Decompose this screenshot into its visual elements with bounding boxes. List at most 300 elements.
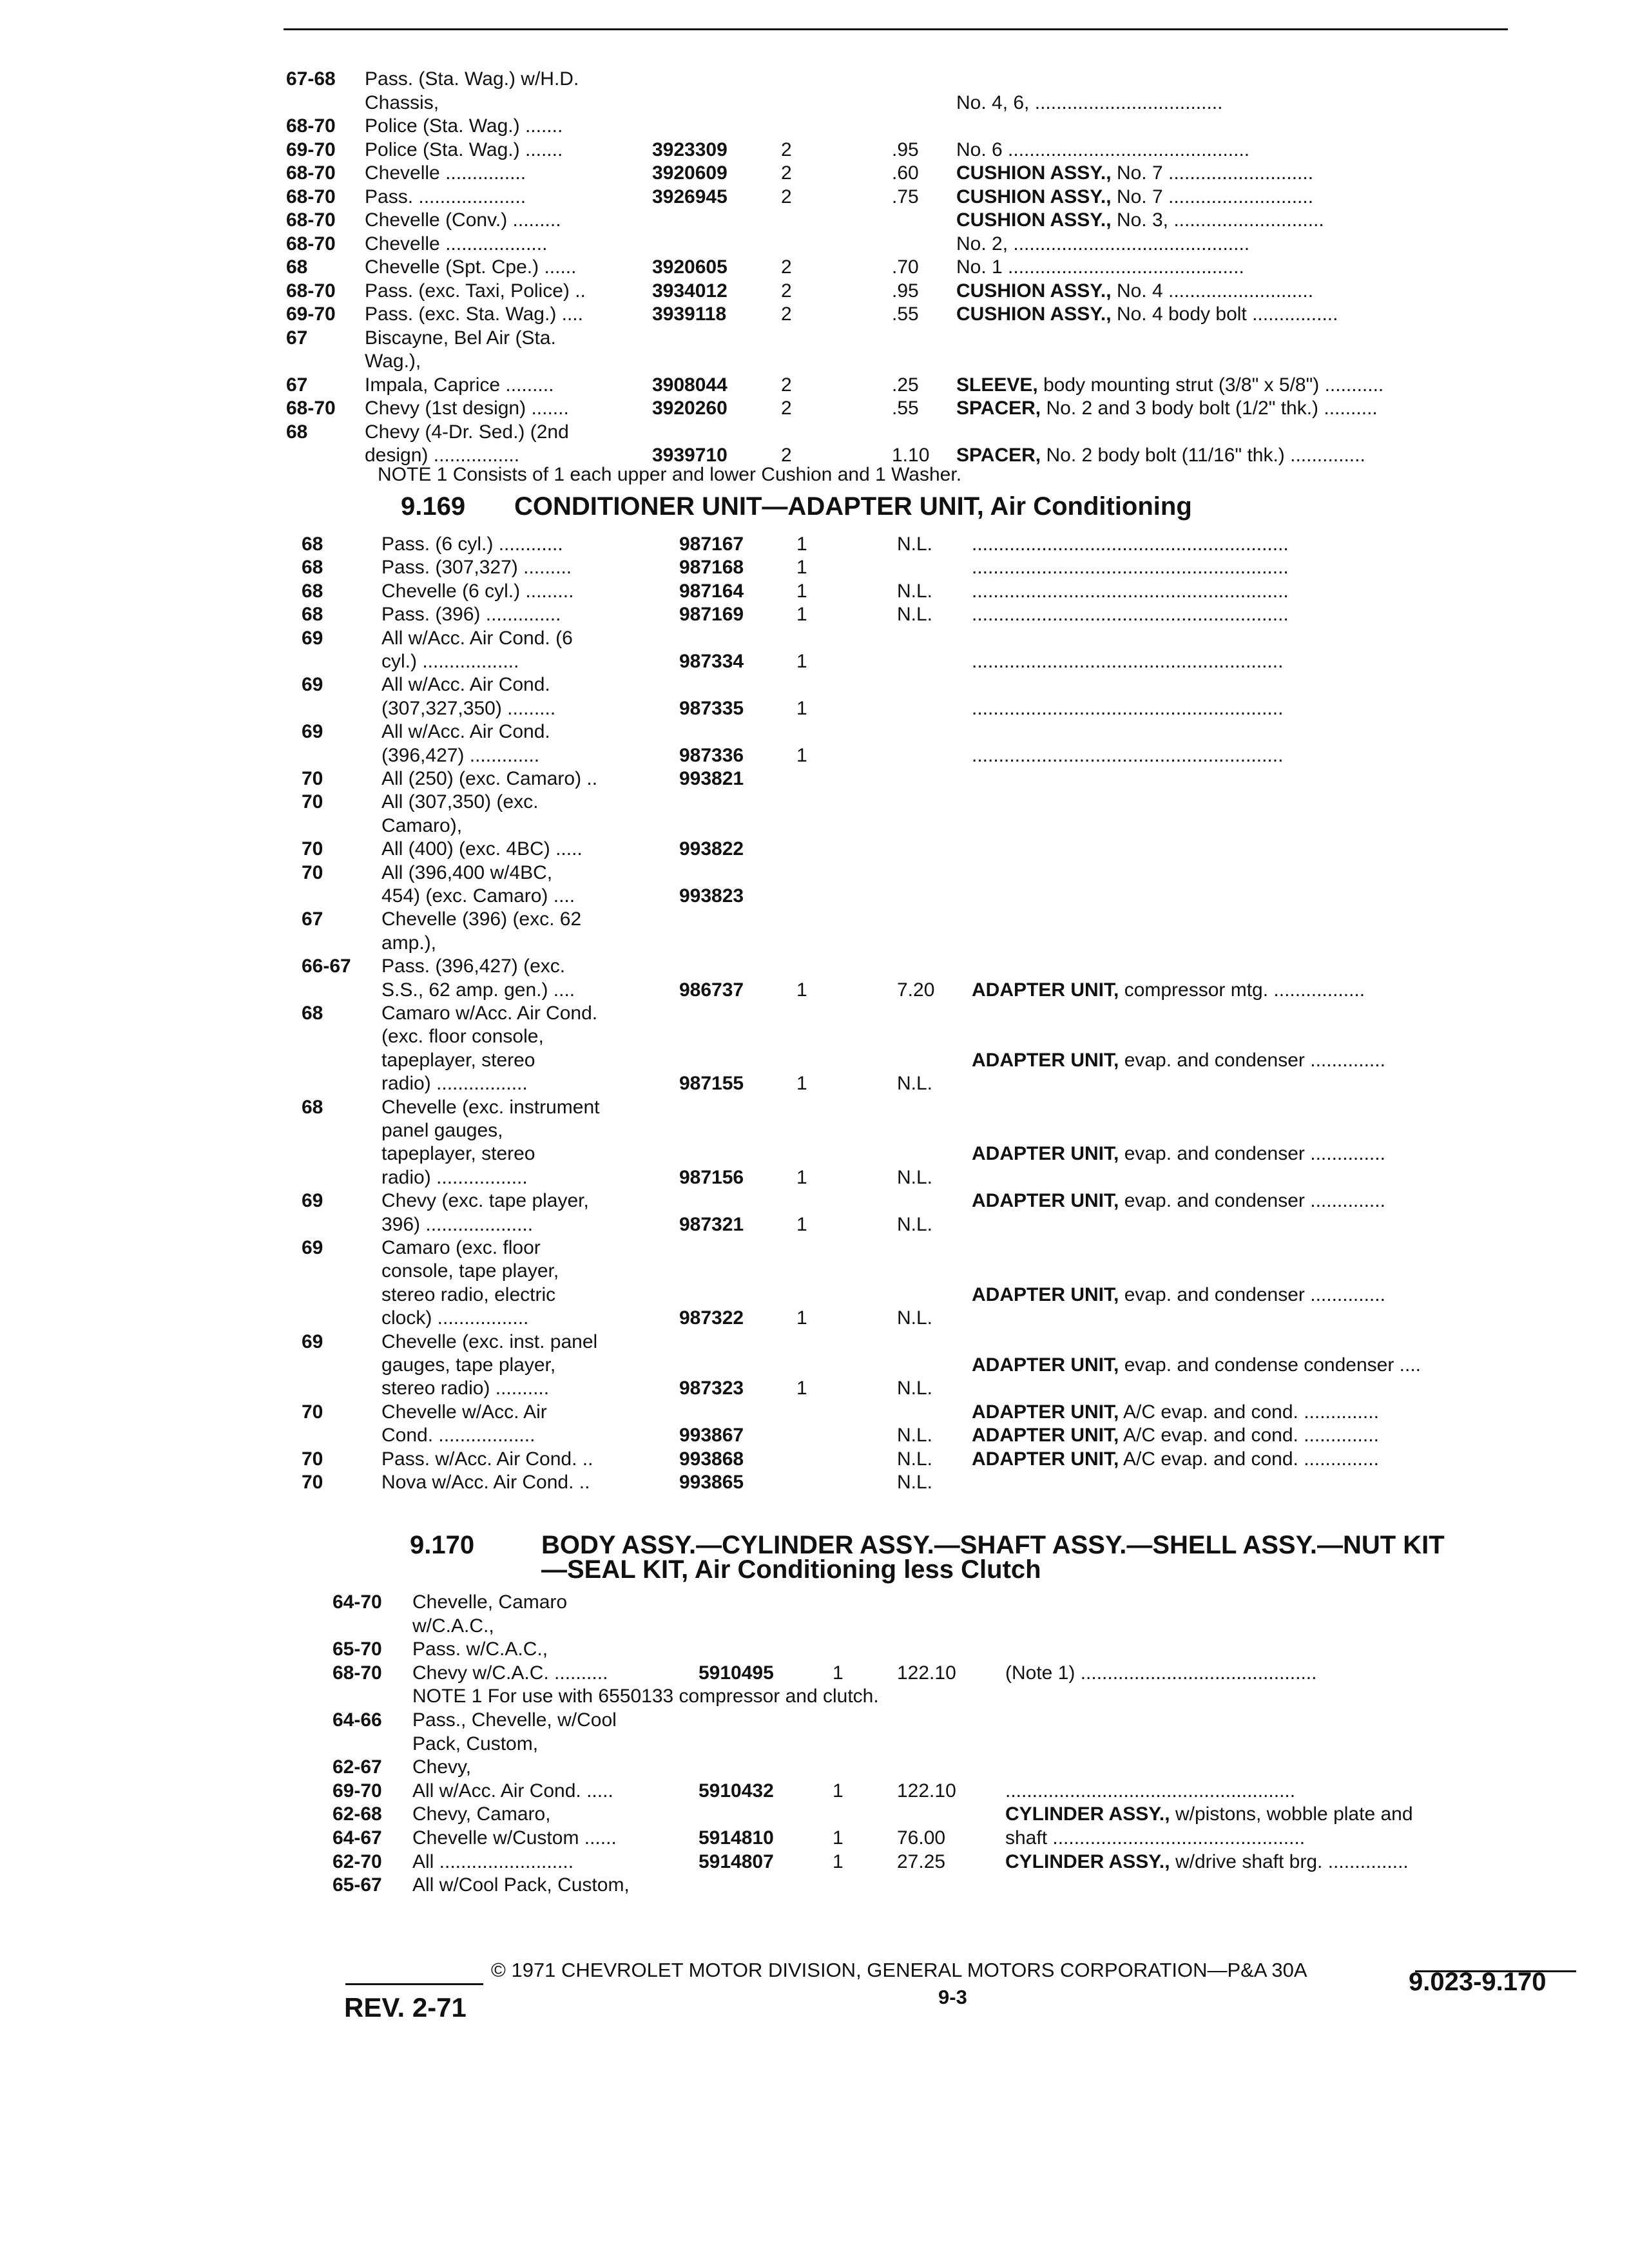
part-detail: evap. and condenser .............. xyxy=(1124,1143,1385,1165)
year-cell: 70 xyxy=(302,1401,323,1423)
quantity-cell: 2 xyxy=(781,303,792,325)
section-title: CONDITIONER UNIT—ADAPTER UNIT, Air Conditioning xyxy=(514,492,1192,521)
part-detail: ...................................................... xyxy=(1005,1780,1296,1802)
note-text: NOTE 1 Consists of 1 each upper and lower Cushion and 1 Washer. xyxy=(378,464,962,485)
table-row xyxy=(0,185,1629,211)
part-number-cell: 987169 xyxy=(679,604,744,626)
table-row xyxy=(0,673,1629,698)
year-cell: 64-66 xyxy=(333,1709,382,1731)
quantity-cell: 1 xyxy=(796,533,807,555)
application-cell: Chevelle ............... xyxy=(365,162,526,184)
part-name: ADAPTER UNIT, xyxy=(972,1401,1119,1423)
table-row xyxy=(0,790,1629,816)
table-row xyxy=(0,91,1629,117)
table-row xyxy=(0,626,1629,652)
price-cell: .70 xyxy=(892,256,919,278)
year-cell: 68 xyxy=(286,421,308,443)
part-detail: .......................................................... xyxy=(972,651,1284,672)
part-detail: w/pistons, wobble plate and xyxy=(1175,1803,1413,1825)
year-cell: 69 xyxy=(302,721,323,743)
part-number-cell: 987336 xyxy=(679,744,744,766)
quantity-cell: 1 xyxy=(796,1307,807,1329)
year-cell: 64-67 xyxy=(333,1827,382,1849)
part-name: CYLINDER ASSY., xyxy=(1005,1803,1170,1825)
year-cell: 69-70 xyxy=(286,139,336,160)
part-detail: (Note 1) ............................................ xyxy=(1005,1662,1317,1684)
application-cell: (307,327,350) ......... xyxy=(381,697,556,719)
application-cell: amp.), xyxy=(381,932,437,954)
application-cell: Camaro w/Acc. Air Cond. xyxy=(381,1003,598,1024)
price-cell: 7.20 xyxy=(897,979,935,1001)
year-cell: 69-70 xyxy=(333,1780,382,1802)
price-cell: 122.10 xyxy=(897,1780,956,1802)
quantity-cell: 1 xyxy=(796,1073,807,1095)
price-cell: .55 xyxy=(892,303,919,325)
description-cell xyxy=(972,555,1289,580)
section-number: 9.169 xyxy=(401,492,466,521)
year-cell: 68 xyxy=(302,557,323,579)
table-row xyxy=(0,161,1629,187)
description-cell xyxy=(972,602,1289,627)
application-cell: Chevelle (exc. instrument xyxy=(381,1096,600,1118)
part-detail: No. 7 ........................... xyxy=(1116,186,1314,207)
part-detail: .......................................................... xyxy=(972,744,1284,766)
year-cell: 68 xyxy=(302,1096,323,1118)
application-cell: Biscayne, Bel Air (Sta. xyxy=(365,327,556,349)
application-cell: Pass. w/Acc. Air Cond. .. xyxy=(381,1448,593,1470)
description-cell xyxy=(972,532,1289,557)
part-detail: No. 4 ........................... xyxy=(1116,280,1314,302)
part-name: ADAPTER UNIT, xyxy=(972,979,1119,1001)
year-cell: 70 xyxy=(302,838,323,860)
quantity-cell: 1 xyxy=(796,580,807,602)
part-number-cell: 3939118 xyxy=(652,303,727,325)
year-cell: 68-70 xyxy=(286,186,336,207)
part-detail: A/C evap. and cond. .............. xyxy=(1123,1448,1379,1470)
part-detail: ........................................................... xyxy=(972,604,1289,626)
description-cell xyxy=(972,1400,1379,1425)
part-name: CUSHION ASSY., xyxy=(956,280,1112,302)
application-cell: All w/Cool Pack, Custom, xyxy=(412,1874,630,1896)
part-name: ADAPTER UNIT, xyxy=(972,1448,1119,1470)
description-cell xyxy=(956,232,1249,256)
price-cell: 76.00 xyxy=(897,1827,946,1849)
quantity-cell: 1 xyxy=(796,651,807,672)
quantity-cell: 2 xyxy=(781,162,792,184)
description-cell xyxy=(956,255,1244,280)
application-cell: radio) ................. xyxy=(381,1166,528,1188)
application-cell: Chevelle (Conv.) ......... xyxy=(365,209,561,231)
part-number-cell: 993865 xyxy=(679,1472,744,1493)
application-cell: Police (Sta. Wag.) ....... xyxy=(365,115,563,137)
description-cell xyxy=(956,302,1338,327)
price-cell: .95 xyxy=(892,280,919,302)
year-cell: 69 xyxy=(302,1190,323,1212)
part-detail: No. 3, ............................ xyxy=(1116,209,1324,231)
part-number-cell: 987167 xyxy=(679,533,744,555)
table-row xyxy=(0,532,1629,558)
quantity-cell: 1 xyxy=(796,697,807,719)
application-cell: All w/Acc. Air Cond. xyxy=(381,674,550,696)
quantity-cell: 1 xyxy=(833,1827,843,1849)
application-cell: radio) ................. xyxy=(381,1073,528,1095)
table-row xyxy=(0,1119,1629,1144)
application-cell: Camaro (exc. floor xyxy=(381,1237,541,1258)
description-cell xyxy=(972,1353,1421,1378)
description-cell xyxy=(972,978,1365,1003)
part-number-cell: 5914807 xyxy=(699,1850,774,1872)
price-cell: N.L. xyxy=(897,1073,933,1095)
part-name: CUSHION ASSY., xyxy=(956,303,1112,325)
table-row xyxy=(0,1708,1629,1734)
table-row xyxy=(0,1189,1629,1215)
part-name: ADAPTER UNIT, xyxy=(972,1143,1119,1165)
application-cell: Chevy (1st design) ....... xyxy=(365,398,569,419)
table-row xyxy=(0,931,1629,957)
table-row xyxy=(0,1873,1629,1899)
application-cell: Impala, Caprice ......... xyxy=(365,374,554,396)
table-row xyxy=(0,1802,1629,1828)
part-detail: compressor mtg. ................. xyxy=(1124,979,1365,1001)
part-detail: No. 2, ............................................ xyxy=(956,233,1250,255)
table-row xyxy=(0,326,1629,352)
application-cell: Pass., Chevelle, w/Cool xyxy=(412,1709,617,1731)
part-name: CYLINDER ASSY., xyxy=(1005,1850,1170,1872)
description-cell xyxy=(972,1189,1385,1213)
year-cell: 69 xyxy=(302,1331,323,1352)
part-name: ADAPTER UNIT, xyxy=(972,1425,1119,1446)
part-detail: evap. and condenser .............. xyxy=(1124,1283,1385,1305)
price-cell: .75 xyxy=(892,186,919,207)
table-row xyxy=(0,1684,1629,1710)
description-cell xyxy=(972,697,1283,721)
table-row xyxy=(0,767,1629,793)
part-detail: shaft ............................................... xyxy=(1005,1827,1306,1849)
part-detail: body mounting strut (3/8" x 5/8") ........... xyxy=(1043,374,1384,396)
part-number-cell: 987156 xyxy=(679,1166,744,1188)
part-number-cell: 993821 xyxy=(679,768,744,789)
application-cell: tapeplayer, stereo xyxy=(381,1049,535,1071)
table-row xyxy=(0,555,1629,581)
price-cell: 27.25 xyxy=(897,1850,946,1872)
year-cell: 68 xyxy=(302,1003,323,1024)
section-title-line-1: BODY ASSY.—CYLINDER ASSY.—SHAFT ASSY.—SHELL ASSY.—NUT KIT xyxy=(541,1531,1445,1559)
description-cell xyxy=(956,373,1383,398)
table-row xyxy=(0,302,1629,328)
description-cell xyxy=(956,279,1313,303)
table-row xyxy=(0,814,1629,840)
table-row xyxy=(0,744,1629,769)
table-row xyxy=(0,907,1629,933)
price-cell: N.L. xyxy=(897,1166,933,1188)
application-cell: Chevy (4-Dr. Sed.) (2nd xyxy=(365,421,569,443)
part-number-cell: 987322 xyxy=(679,1307,744,1329)
application-cell: Camaro), xyxy=(381,814,463,836)
application-cell: All ......................... xyxy=(412,1850,574,1872)
table-row xyxy=(0,1590,1629,1616)
table-row xyxy=(0,1470,1629,1496)
table-row xyxy=(0,1236,1629,1262)
table-row xyxy=(0,1283,1629,1309)
description-cell xyxy=(956,91,1222,115)
part-number-cell: 3920260 xyxy=(652,398,728,419)
year-cell: 65-67 xyxy=(333,1874,382,1896)
quantity-cell: 2 xyxy=(781,139,792,160)
application-cell: 396) .................... xyxy=(381,1213,534,1235)
price-cell: N.L. xyxy=(897,1378,933,1399)
application-cell: S.S., 62 amp. gen.) .... xyxy=(381,979,575,1001)
application-cell: Chevy (exc. tape player, xyxy=(381,1190,589,1212)
part-detail: evap. and condenser .............. xyxy=(1124,1190,1385,1212)
table-row xyxy=(0,1661,1629,1687)
quantity-cell: 1 xyxy=(796,1166,807,1188)
application-cell: Pass. w/C.A.C., xyxy=(412,1639,548,1660)
table-row xyxy=(0,837,1629,863)
application-cell: Chevelle ................... xyxy=(365,233,548,255)
part-number-cell: 993868 xyxy=(679,1448,744,1470)
part-detail: ........................................................... xyxy=(972,580,1289,602)
part-name: ADAPTER UNIT, xyxy=(972,1283,1119,1305)
description-cell xyxy=(1005,1850,1409,1874)
part-detail: No. 1 ............................................ xyxy=(956,256,1244,278)
table-row xyxy=(0,1779,1629,1805)
quantity-cell: 1 xyxy=(796,744,807,766)
part-number-cell: 993823 xyxy=(679,885,744,907)
description-cell xyxy=(1005,1826,1305,1850)
part-detail: A/C evap. and cond. .............. xyxy=(1123,1425,1379,1446)
description-cell xyxy=(1005,1802,1413,1827)
application-cell: Chevelle (exc. inst. panel xyxy=(381,1331,598,1352)
year-cell: 70 xyxy=(302,768,323,789)
part-detail: No. 2 body bolt (11/16" thk.) .............. xyxy=(1046,445,1365,466)
application-cell: Chevelle (6 cyl.) ......... xyxy=(381,580,574,602)
table-row xyxy=(0,1732,1629,1758)
application-cell: Chevy, xyxy=(412,1756,472,1778)
price-cell: N.L. xyxy=(897,1307,933,1329)
price-cell: N.L. xyxy=(897,1213,933,1235)
application-cell: panel gauges, xyxy=(381,1120,503,1141)
application-cell: Chevy w/C.A.C. .......... xyxy=(412,1662,608,1684)
part-number-cell: 3908044 xyxy=(652,374,728,396)
table-row xyxy=(0,1306,1629,1332)
part-number-cell: 993822 xyxy=(679,838,744,860)
quantity-cell: 2 xyxy=(781,374,792,396)
table-row xyxy=(0,1048,1629,1074)
year-cell: 67 xyxy=(286,374,308,396)
application-cell: cyl.) .................. xyxy=(381,651,519,672)
application-cell: Pass. (exc. Sta. Wag.) .... xyxy=(365,303,583,325)
table-row xyxy=(0,1614,1629,1640)
table-row xyxy=(0,1142,1629,1168)
price-cell: .60 xyxy=(892,162,919,184)
footer-revision: REV. 2-71 xyxy=(344,1992,467,2023)
part-number-cell: 3934012 xyxy=(652,280,728,302)
table-row xyxy=(0,138,1629,164)
table-row xyxy=(0,1095,1629,1121)
table-row xyxy=(0,1447,1629,1473)
year-cell: 68 xyxy=(286,256,308,278)
application-cell: All (400) (exc. 4BC) ..... xyxy=(381,838,583,860)
application-cell: Pass. (396) .............. xyxy=(381,604,561,626)
table-row xyxy=(0,649,1629,675)
application-cell: Pack, Custom, xyxy=(412,1733,539,1754)
part-number-cell: 987321 xyxy=(679,1213,744,1235)
part-detail: .......................................................... xyxy=(972,697,1284,719)
part-number-cell: 3923309 xyxy=(652,139,728,160)
section-heading-9-170-line2 xyxy=(0,1555,1629,1589)
table-row xyxy=(0,1330,1629,1356)
application-cell: Chevelle w/Acc. Air xyxy=(381,1401,547,1423)
table-row xyxy=(0,373,1629,399)
part-detail: No. 4, 6, ................................... xyxy=(956,91,1223,113)
year-cell: 62-70 xyxy=(333,1850,382,1872)
quantity-cell: 1 xyxy=(796,604,807,626)
application-cell: stereo radio) .......... xyxy=(381,1378,550,1399)
table-row xyxy=(0,579,1629,605)
year-cell: 68-70 xyxy=(333,1662,382,1684)
table-row xyxy=(0,232,1629,258)
application-cell: Pass. (6 cyl.) ............ xyxy=(381,533,563,555)
year-cell: 68-70 xyxy=(286,233,336,255)
part-name: CUSHION ASSY., xyxy=(956,209,1112,231)
footer-copyright: © 1971 CHEVROLET MOTOR DIVISION, GENERAL MOTORS CORPORATION—P&A 30A xyxy=(491,1959,1307,1981)
application-cell: Pass. (307,327) ......... xyxy=(381,557,572,579)
table-row xyxy=(0,954,1629,980)
table-row xyxy=(0,255,1629,281)
year-cell: 68 xyxy=(302,604,323,626)
part-number-cell: 987334 xyxy=(679,651,744,672)
table-row xyxy=(0,1400,1629,1426)
quantity-cell: 2 xyxy=(781,256,792,278)
part-name: SPACER, xyxy=(956,445,1041,466)
quantity-cell: 1 xyxy=(796,979,807,1001)
year-cell: 68-70 xyxy=(286,280,336,302)
description-cell xyxy=(1005,1779,1295,1803)
description-cell xyxy=(1005,1661,1316,1686)
table-row xyxy=(0,884,1629,910)
description-cell xyxy=(972,1447,1379,1472)
application-cell: tapeplayer, stereo xyxy=(381,1143,535,1165)
table-row xyxy=(0,349,1629,375)
year-cell: 68-70 xyxy=(286,209,336,231)
table-row xyxy=(0,1166,1629,1191)
year-cell: 69 xyxy=(302,674,323,696)
part-number-cell: 987335 xyxy=(679,697,744,719)
year-cell: 62-68 xyxy=(333,1803,382,1825)
price-cell: 122.10 xyxy=(897,1662,956,1684)
part-detail: ........................................................... xyxy=(972,557,1289,579)
part-number-cell: 5914810 xyxy=(699,1827,774,1849)
year-cell: 66-67 xyxy=(302,956,351,977)
part-detail: No. 2 and 3 body bolt (1/2" thk.) .......... xyxy=(1046,398,1378,419)
part-number-cell: 987164 xyxy=(679,580,744,602)
description-cell xyxy=(956,396,1378,421)
part-number-cell: 5910432 xyxy=(699,1780,774,1802)
table-row xyxy=(0,1072,1629,1097)
application-cell: Pass. (396,427) (exc. xyxy=(381,956,566,977)
year-cell: 69 xyxy=(302,627,323,649)
part-number-cell: 3920605 xyxy=(652,256,728,278)
application-cell: All w/Acc. Air Cond. (6 xyxy=(381,627,573,649)
footer-page-number: 9-3 xyxy=(938,1986,967,2008)
table-row xyxy=(0,602,1629,628)
year-cell: 70 xyxy=(302,1472,323,1493)
table-row xyxy=(0,1259,1629,1285)
part-name: CUSHION ASSY., xyxy=(956,162,1112,184)
description-cell xyxy=(956,138,1249,162)
application-cell: All w/Acc. Air Cond. ..... xyxy=(412,1780,613,1802)
section-title-line-2: —SEAL KIT, Air Conditioning less Clutch xyxy=(541,1555,1041,1584)
table-row xyxy=(0,67,1629,93)
part-name: ADAPTER UNIT, xyxy=(972,1049,1119,1071)
top-rule xyxy=(284,28,1508,30)
year-cell: 68 xyxy=(302,533,323,555)
price-cell: N.L. xyxy=(897,604,933,626)
part-detail: No. 7 ........................... xyxy=(1116,162,1314,184)
table-row xyxy=(0,208,1629,234)
application-cell: Pass. (exc. Taxi, Police) .. xyxy=(365,280,586,302)
application-cell: (exc. floor console, xyxy=(381,1026,544,1048)
table-row xyxy=(0,1213,1629,1238)
price-cell: N.L. xyxy=(897,1448,933,1470)
quantity-cell: 1 xyxy=(833,1662,843,1684)
quantity-cell: 2 xyxy=(781,280,792,302)
part-number-cell: 986737 xyxy=(679,979,744,1001)
price-cell: N.L. xyxy=(897,1425,933,1446)
application-cell: Chevy, Camaro, xyxy=(412,1803,551,1825)
year-cell: 67 xyxy=(302,908,323,930)
application-cell: Pass. .................... xyxy=(365,186,526,207)
description-cell xyxy=(972,1142,1385,1166)
table-row xyxy=(0,1850,1629,1876)
price-cell: .95 xyxy=(892,139,919,160)
year-cell: 64-70 xyxy=(333,1591,382,1613)
section-heading-9-169 xyxy=(0,492,1629,526)
part-number-cell: 3926945 xyxy=(652,186,728,207)
application-cell: clock) ................. xyxy=(381,1307,529,1329)
table-row xyxy=(0,1423,1629,1449)
table-row xyxy=(0,1376,1629,1402)
price-cell: N.L. xyxy=(897,580,933,602)
price-cell: 1.10 xyxy=(892,445,930,466)
year-cell: 69 xyxy=(302,1237,323,1258)
quantity-cell: 2 xyxy=(781,398,792,419)
description-cell xyxy=(972,1048,1385,1073)
year-cell: 65-70 xyxy=(333,1639,382,1660)
application-cell: Police (Sta. Wag.) ....... xyxy=(365,139,563,160)
application-cell: Chevelle (Spt. Cpe.) ...... xyxy=(365,256,577,278)
part-detail: evap. and condenser .............. xyxy=(1124,1049,1385,1071)
part-name: SLEEVE, xyxy=(956,374,1038,396)
application-cell: gauges, tape player, xyxy=(381,1354,556,1376)
part-name: CUSHION ASSY., xyxy=(956,186,1112,207)
year-cell: 62-67 xyxy=(333,1756,382,1778)
application-cell: Wag.), xyxy=(365,351,421,372)
part-detail: w/drive shaft brg. ............... xyxy=(1175,1850,1409,1872)
part-number-cell: 987323 xyxy=(679,1378,744,1399)
year-cell: 67-68 xyxy=(286,68,336,90)
application-cell: All (307,350) (exc. xyxy=(381,791,539,813)
part-detail: No. 4 body bolt ................ xyxy=(1116,303,1338,325)
application-cell: All w/Acc. Air Cond. xyxy=(381,721,550,743)
table-row xyxy=(0,861,1629,887)
year-cell: 68-70 xyxy=(286,162,336,184)
part-number-cell: 3920609 xyxy=(652,162,728,184)
application-cell: stereo radio, electric xyxy=(381,1283,556,1305)
price-cell: .55 xyxy=(892,398,919,419)
description-cell xyxy=(972,579,1289,604)
part-number-cell: 987168 xyxy=(679,557,744,579)
